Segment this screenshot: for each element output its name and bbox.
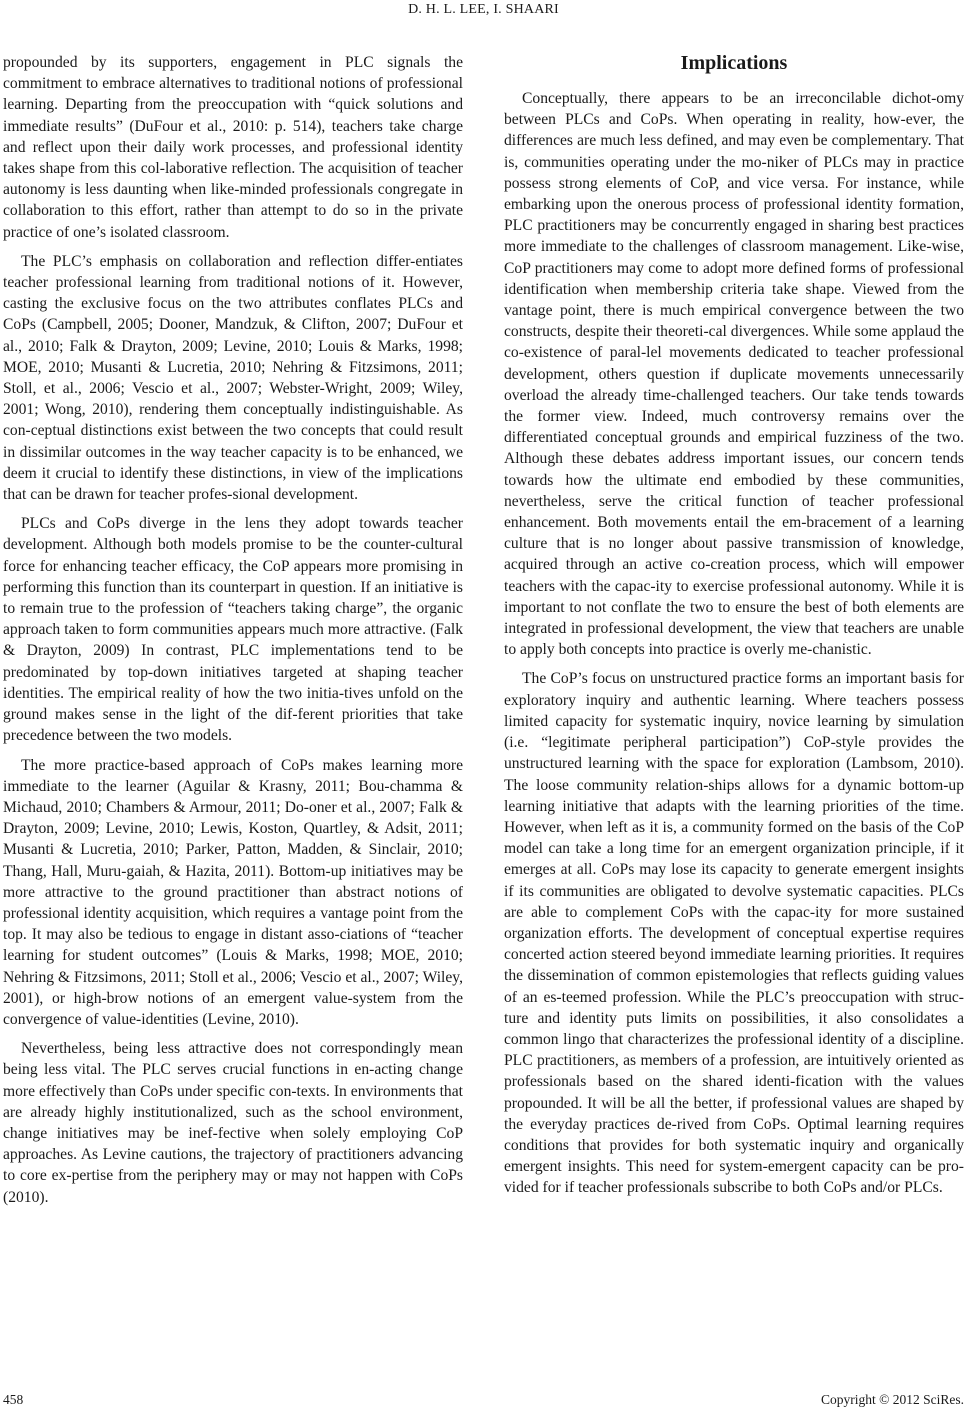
running-head: D. H. L. LEE, I. SHAARI	[408, 2, 559, 17]
right-column	[504, 50, 964, 1207]
section-heading: Implications	[680, 52, 788, 74]
body-paragraph: The more practice-based approach of CoPs makes learning more immediate to the learner (Aguilar & Krasny, 2011; Bou-chamma & Michaud, 2010; Chambers & Armour, 2011; Do-oner et al., 2007; Falk & Drayton, 2009; Levine, 2010; Lewis, Koston, Quartley, & Adsit, 2011; Musanti & Lucretia, 2010; Parker, Patton, Madden, & Sinclair, 2010; Thang, Hall, Muru-gaiah, & Hazita, 2011). Bottom-up initiatives may be more attractive to the ground practitioner than abstract notions of professional identity acquisition, which requires a vantage point from the top. It may also be tedious to engage in distant asso-ciations of “teacher learning for student outcomes” (Louis & Marks, 1998; MOE, 2010; Nehring & Fitzsimons, 2011; Stoll et al., 2006; Vescio et al., 2007; Wiley, 2001), or high-brow notions of an emergent value-system from the convergence of value-identities (Levine, 2010).	[3, 756, 463, 1028]
body-paragraph: The PLC’s emphasis on collaboration and reflection differ-entiates teacher professional learning from traditional notions of it. However, casting the exclusive focus on the two attributes conflates PLCs and CoPs (Campbell, 2005; Dooner, Mandzuk, & Clifton, 2007; DuFour et al., 2010; Falk & Drayton, 2009; Levine, 2010; Louis & Marks, 1998; MOE, 2010; Musanti & Lucretia, 2010; Nehring & Fitzsimons, 2011; Stoll, et al., 2006; Vescio et al., 2007; Webster-Wright, 2009; Wiley, 2001; Wong, 2010), rendering them conceptually indistinguishable. As con-ceptual distinctions exist between the two concepts that could result in dissimilar outcomes in the way teacher capacity is to be enhanced, we deem it crucial to identify these distinctions, in view of the implications that can be drawn for teacher profes-sional development.	[3, 252, 463, 504]
left-column	[3, 52, 463, 1216]
body-paragraph: The CoP’s focus on unstructured practice forms an important basis for exploratory inquiry and authentic learning. Where teachers possess limited capacity for systematic inquiry, novice learning by simulation (i.e. “legitimate peripheral participation”) CoP-style provides the unstructured learning with the space for exploration (Lambsom, 2010). The loose community relation-ships allows for a dynamic bottom-up learning initiative that adapts with the learning priorities of the time. However, when left as it is, a community formed on the basis of the CoP model can take a long time for an emergent organization principle, if it emerges at all. CoPs may lose its capacity to generate emergent insights if its communities are obligated to devolve systematic capacities. PLCs are able to complement CoPs with the capac-ity for more sustained organization efforts. The development of conceptual expertise requires concerted action steered beyond immediate learning priorities. It requires the dissemination of common epistemologies that reflects guiding values of an es-teemed profession. While the PLC’s preoccupation with struc-ture and identity puts limits on possibilities, it also consolidates a common lingo that characterizes the professional identity of a discipline. PLC practitioners, as members of a profession, are intuitively oriented as professionals based on the shared identi-fication with the values propounded. It will be all the better, if professional values are shaped by the everyday practices de-rived from CoPs. Optimal learning requires conditions that provides for both systematic inquiry and organically emergent insights. This need for system-emergent capacity can be pro-vided for if teacher professionals subscribe to both CoPs and/or PLCs.	[504, 670, 964, 1197]
body-paragraph: propounded by its supporters, engagement in PLC signals the commitment to embrace alternatives to traditional notions of professional learning. Departing from the preoccupation with “quick solutions and immediate results” (DuFour et al., 2010: p. 514), teachers take charge and reflect upon their daily work processes, and professional identity takes shape from this col-laborative reflection. The acquisition of teacher autonomy is less daunting when like-minded professionals congregate in collaboration to this effort, rather than attempt to do so in the private practice of one’s isolated classroom.	[3, 54, 463, 241]
body-paragraph: PLCs and CoPs diverge in the lens they adopt towards teacher development. Although both models promise to be the counter-cultural force for enhancing teacher efficacy, the CoP appears more promising in performing this function than its counterpart in question. If an initiative is to remain true to the profession of “teachers taking charge”, the organic approach taken to form communities appears much more attractive. (Falk & Drayton, 2009) In contrast, PLC implementations tend to be predominated by top-down initiatives targeted at shaping teacher identities. The empirical reality of how the two initia-tives unfold on the ground makes sense in the light of the dif-ferent priorities that take precedence between the two models.	[3, 515, 463, 745]
page-number: 458	[3, 1392, 24, 1407]
copyright-notice: Copyright © 2012 SciRes.	[820, 1392, 964, 1407]
body-paragraph: Conceptually, there appears to be an irreconcilable dichot-omy between PLCs and CoPs. When operating in reality, how-ever, the differences are much less defined, and may even be complementary. That is, communities operating under the mo-niker of PLCs may in practice possess strong elements of CoP, and vice versa. For instance, while embarking upon the onerous process of professional identity formation, PLC practitioners may be concurrently engaged in sharing best practices more immediate to the challenges of classroom management. Like-wise, CoP practitioners may come to adopt more defined forms of professional identification when membership criteria take shape. Viewed from the vantage point, there is much empirical convergence between the two constructs, despite their theoreti-cal divergences. While some applaud the co-existence of paral-lel movements dedicated to teacher professional development, others question if duplicate movements unnecessarily overload the already time-challenged teachers. Our take tends towards the former view. Indeed, much controversy remains over the differentiated conceptual grounds and empirical fuzziness of the two. Although these debates address important issues, our concern tends towards how the ultimate end embodied by these communities, nevertheless, serve the critical function of teacher professional enhancement. Both movements entail the em-bracement of a learning culture that is no longer about passive transmission of knowledge, acquired through an active co-creation process, which will empower teachers with the capac-ity to exercise professional autonomy. While it is important to not conflate the two to ensure the best of both elements are integrated in professional development, the view that teachers are unable to apply both concepts into practice is overly me-chanistic.	[504, 90, 964, 659]
body-paragraph: Nevertheless, being less attractive does not correspondingly mean being less vital. The PLC serves crucial functions in en-acting change more effectively than CoPs under specific con-texts. In environments that are already highly institutionalized, such as the school environment, change initiatives may be inef-fective when solely employing CoP approaches. As Levine cautions, the trajectory of practitioners advancing to core ex-pertise from the periphery may or may not happen with CoPs (2010).	[3, 1040, 463, 1206]
